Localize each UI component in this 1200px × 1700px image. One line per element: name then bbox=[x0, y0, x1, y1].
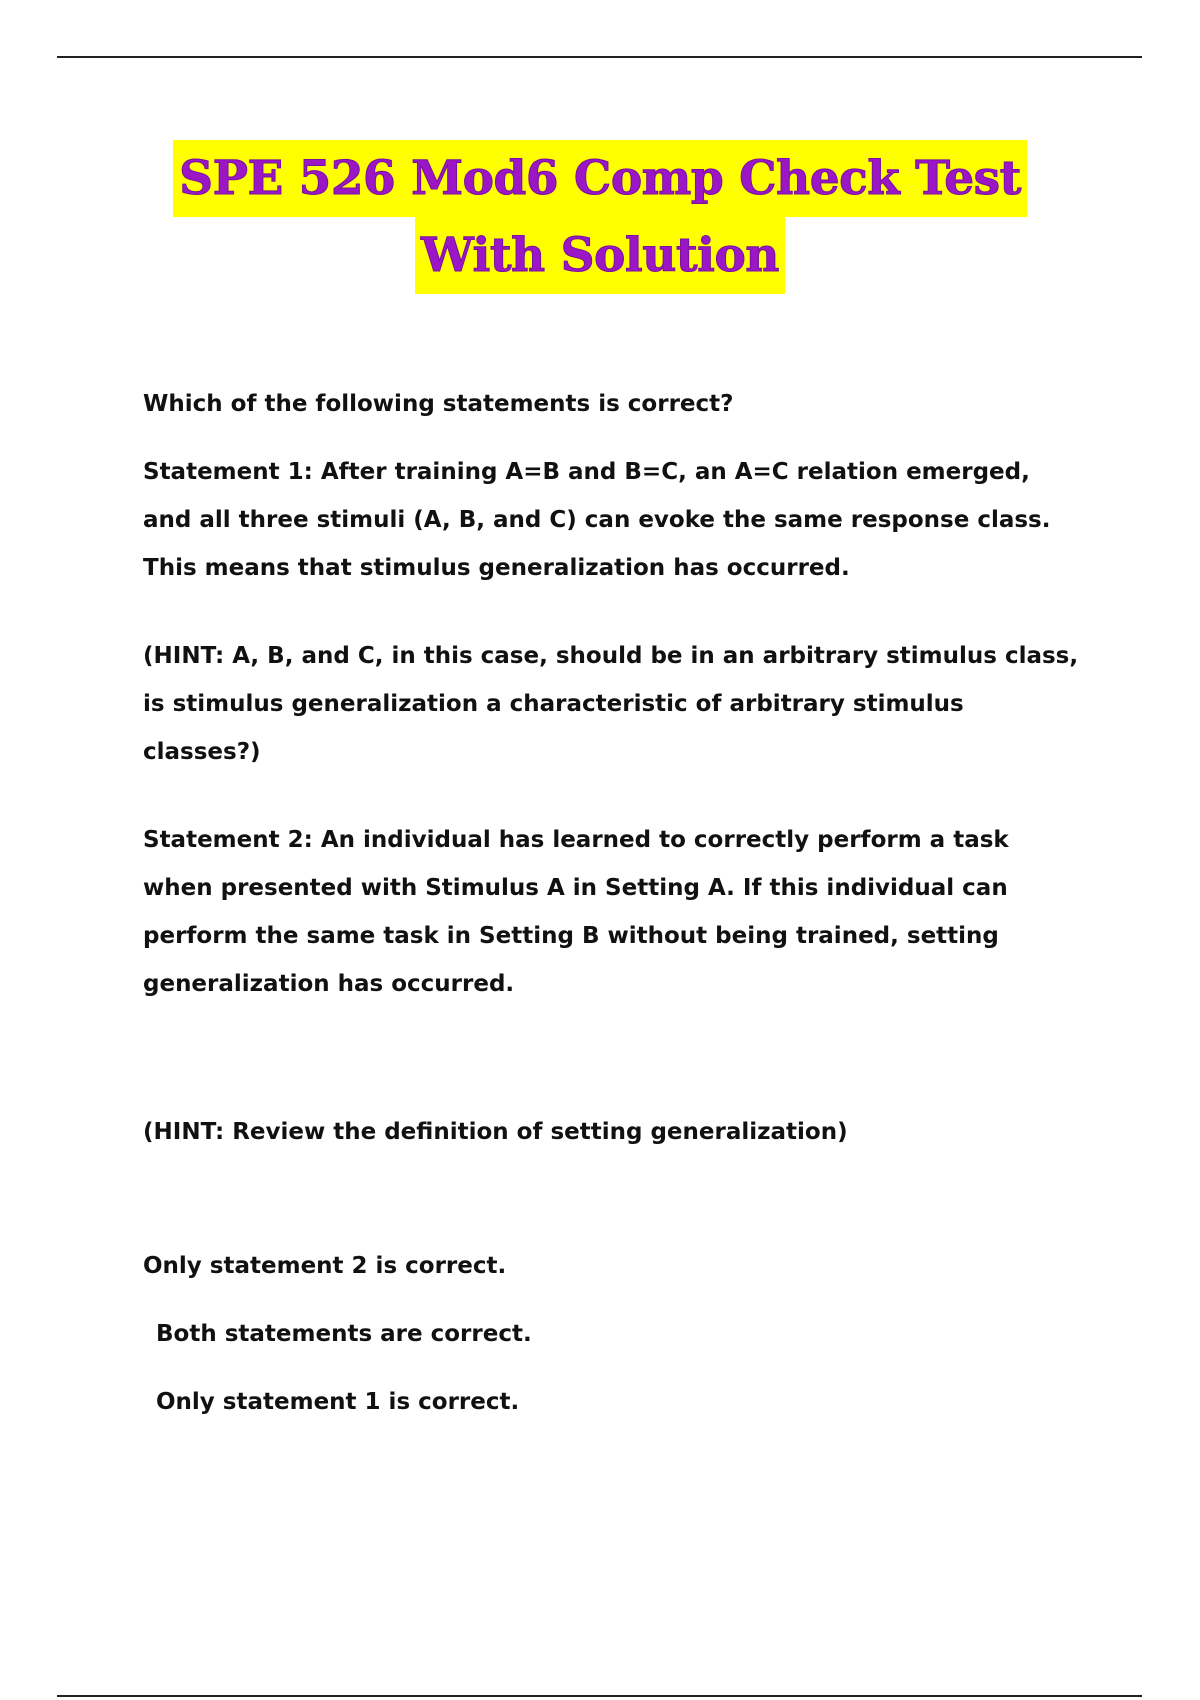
option-2: Both statements are correct. bbox=[156, 1321, 532, 1347]
header-rule bbox=[57, 56, 1142, 58]
hint-2: (HINT: Review the definition of setting generalization) bbox=[143, 1119, 848, 1145]
title-line-2: With Solution bbox=[415, 217, 785, 294]
hint-1: (HINT: A, B, and C, in this case, should be in an arbitrary stimulus class, is stimulus generalization a characteristic of arbitrary stimulus classes?) bbox=[143, 643, 1079, 765]
statement-1: Statement 1: After training A=B and B=C, an A=C relation emerged, and all three stimuli (A, B, and C) can evoke the same response class. This means that stimulus generalization has occurred. bbox=[143, 459, 1051, 581]
footer-rule bbox=[57, 1695, 1142, 1697]
document-title bbox=[0, 140, 1200, 294]
option-3: Only statement 1 is correct. bbox=[156, 1389, 520, 1415]
option-1: Only statement 2 is correct. bbox=[143, 1253, 507, 1279]
title-line-1: SPE 526 Mod6 Comp Check Test bbox=[173, 140, 1027, 217]
question-text: Which of the following statements is correct? bbox=[143, 391, 734, 417]
statement-2: Statement 2: An individual has learned to correctly perform a task when presented with Stimulus A in Setting A. If this individual can perform the same task in Setting B without being trained, setting generalization has occurred. bbox=[143, 827, 1009, 997]
